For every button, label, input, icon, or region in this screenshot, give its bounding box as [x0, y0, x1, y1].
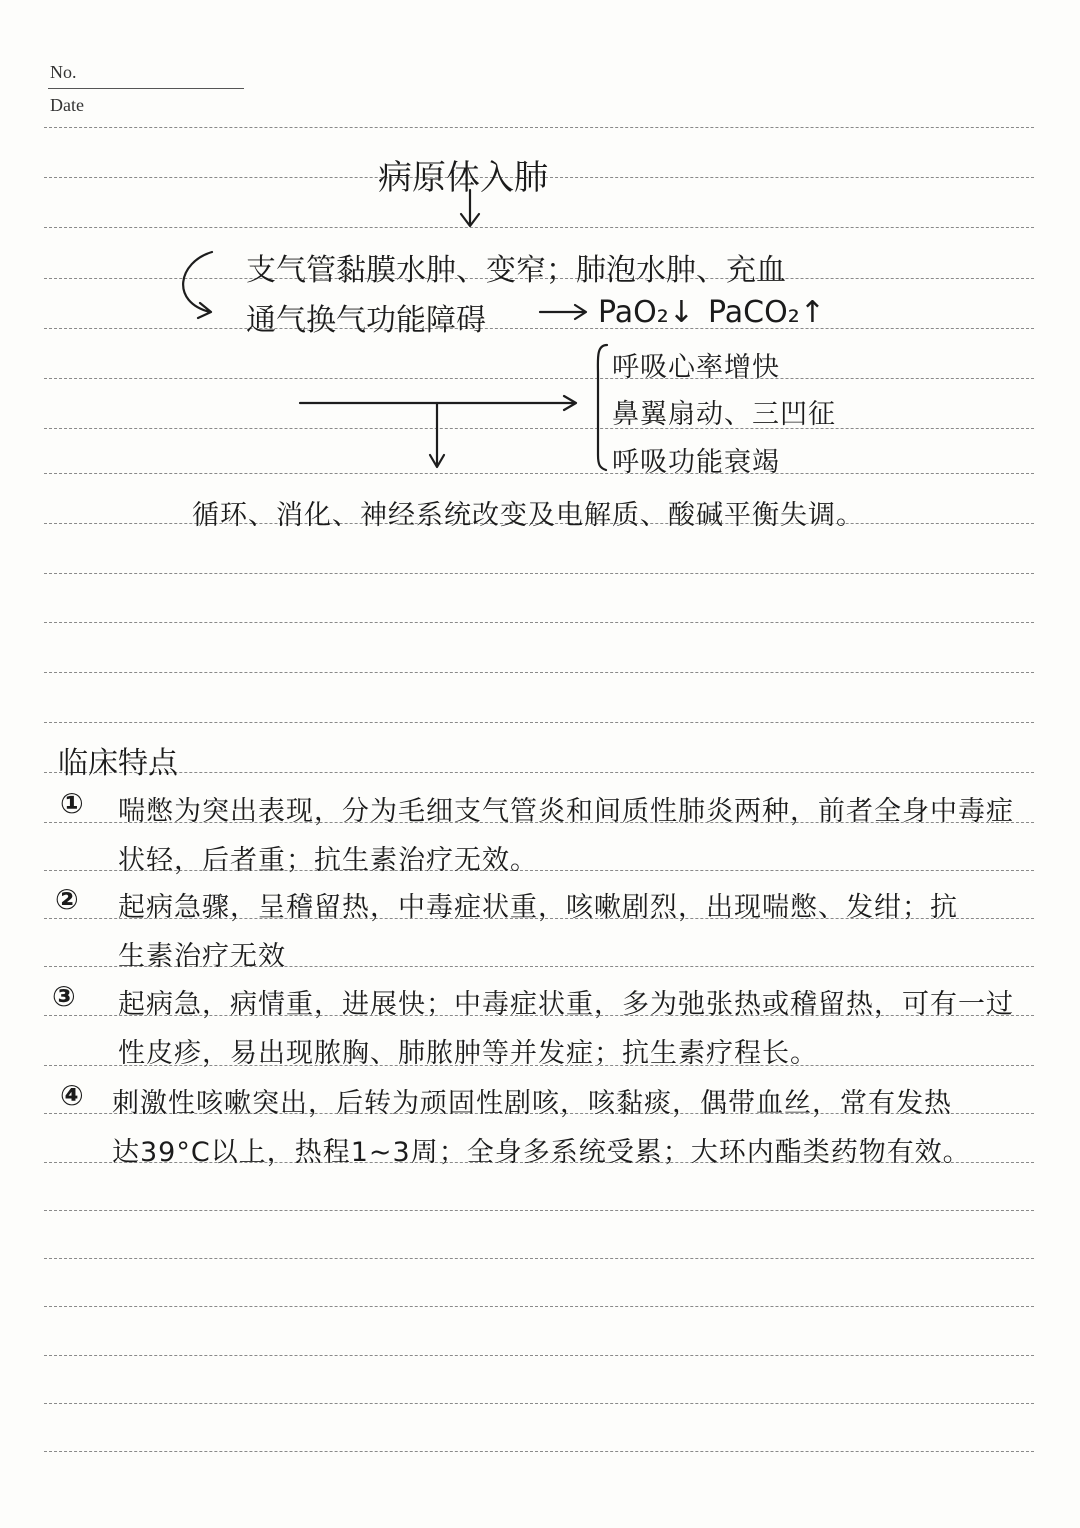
item-line: 起病急骤，呈稽留热，中毒症状重，咳嗽剧烈，出现喘憋、发绀；抗 [118, 892, 958, 923]
item-line: 生素治疗无效 [118, 941, 286, 972]
item-number: ① [60, 787, 84, 820]
diagram-cause: 支气管黏膜水肿、变窄；肺泡水肿、充血 [246, 253, 786, 288]
item-line: 喘憋为突出表现，分为毛细支气管炎和间质性肺炎两种，前者全身中毒症 [118, 796, 1014, 827]
diagram-title: 病原体入肺 [378, 158, 548, 198]
item-line: 状轻，后者重；抗生素治疗无效。 [118, 845, 538, 876]
branch-item: 呼吸功能衰竭 [612, 447, 780, 478]
item-line: 刺激性咳嗽突出，后转为顽固性剧咳，咳黏痰，偶带血丝，常有发热 [112, 1088, 952, 1119]
branch-bracket [598, 345, 607, 470]
pao2-value: PaO₂↓ [598, 295, 694, 330]
paco2-value: PaCO₂↑ [708, 295, 825, 330]
branch-item: 鼻翼扇动、三凹征 [612, 399, 836, 430]
item-number: ④ [60, 1079, 84, 1112]
systemic-changes: 循环、消化、神经系统改变及电解质、酸碱平衡失调。 [192, 500, 864, 531]
down-arrow-2 [430, 403, 444, 467]
branch-item: 呼吸心率增快 [612, 352, 780, 383]
diagram-disorder: 通气换气功能障碍 [246, 303, 486, 338]
no-label: No. [50, 62, 77, 82]
section-heading: 临床特点 [58, 746, 178, 781]
item-line: 起病急，病情重，进展快；中毒症状重，多为弛张热或稽留热，可有一过 [118, 989, 1014, 1020]
item-line: 性皮疹，易出现脓胸、肺脓肿等并发症；抗生素疗程长。 [118, 1038, 818, 1069]
date-label: Date [50, 95, 84, 115]
item-number: ③ [52, 980, 76, 1013]
right-arrow [540, 305, 586, 319]
item-number: ② [55, 883, 79, 916]
loop-arrow [183, 252, 212, 318]
item-line: 达39°C以上，热程1~3周；全身多系统受累；大环内酯类药物有效。 [112, 1137, 971, 1168]
